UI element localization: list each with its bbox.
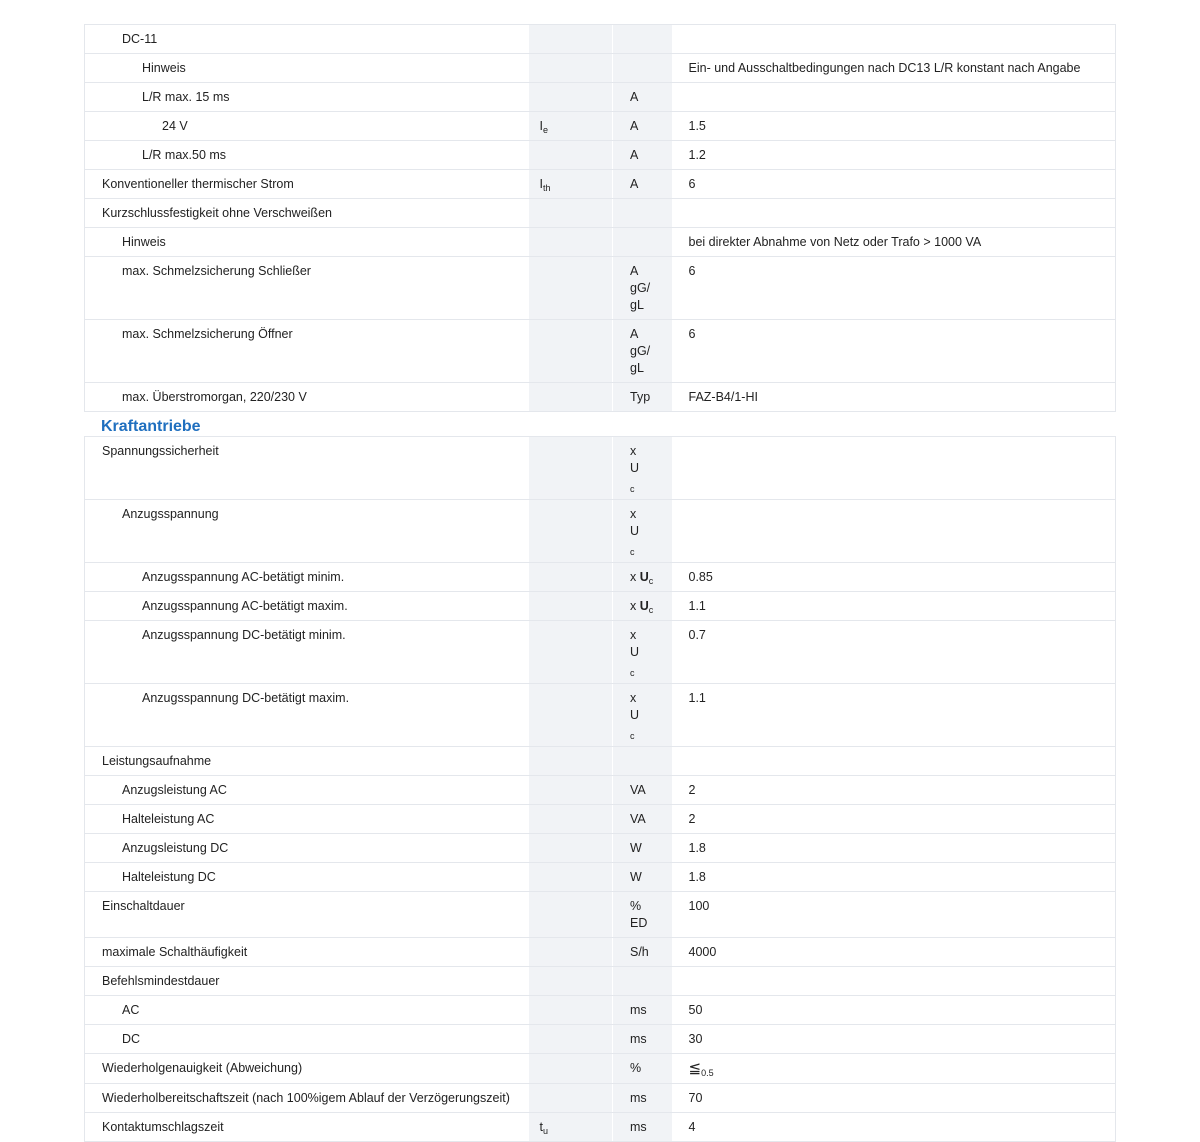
unit-text: ms	[630, 1003, 647, 1017]
value-cell: 30	[672, 1025, 1116, 1054]
symbol-cell	[529, 320, 613, 383]
unit-text: ED	[630, 916, 648, 930]
param-label: AC	[85, 996, 529, 1025]
unit-cell	[613, 170, 672, 199]
unit-cell	[613, 621, 672, 684]
unit-cell	[613, 112, 672, 141]
unit-text: A	[630, 264, 639, 278]
symbol-cell	[529, 747, 613, 776]
param-label: max. Schmelzsicherung Öffner	[85, 320, 529, 383]
value-cell: 6	[672, 320, 1116, 383]
symbol-cell	[529, 967, 613, 996]
value-cell: FAZ-B4/1-HI	[672, 383, 1116, 412]
unit-text: S/h	[630, 945, 649, 959]
symbol-cell	[529, 834, 613, 863]
symbol-cell	[529, 805, 613, 834]
unit-text: x $U_c$	[630, 570, 654, 586]
unit-text: %	[630, 899, 642, 913]
symbol-cell	[529, 1054, 613, 1084]
table-row	[85, 500, 1116, 563]
table-row	[85, 1084, 1116, 1113]
symbol-cell	[529, 83, 613, 112]
param-label: Hinweis	[85, 54, 529, 83]
unit-cell	[613, 684, 672, 747]
symbol-cell	[529, 863, 613, 892]
value-cell: 6	[672, 170, 1116, 199]
param-label: Halteleistung DC	[85, 863, 529, 892]
unit-text: A	[630, 90, 639, 104]
unit-text: x $U_c$	[630, 599, 654, 615]
param-label: Kontaktumschlagszeit	[85, 1113, 529, 1142]
symbol-cell	[529, 141, 613, 170]
table-row	[85, 563, 1116, 592]
param-label: Anzugsspannung AC-betätigt minim.	[85, 563, 529, 592]
table-row	[85, 938, 1116, 967]
unit-cell	[613, 320, 672, 383]
unit-cell	[613, 592, 672, 621]
symbol-cell	[529, 996, 613, 1025]
unit-cell	[613, 199, 672, 228]
param-label: Hinweis	[85, 228, 529, 257]
param-label: DC	[85, 1025, 529, 1054]
unit-text: A	[630, 327, 639, 341]
unit-text: x U $_c$	[630, 691, 640, 741]
unit-cell	[613, 1084, 672, 1113]
symbol-cell	[529, 383, 613, 412]
param-label: maximale Schalthäufigkeit	[85, 938, 529, 967]
table-row	[85, 621, 1116, 684]
param-label: Anzugsspannung DC-betätigt minim.	[85, 621, 529, 684]
param-label: Konventioneller thermischer Strom	[85, 170, 529, 199]
param-label: Anzugsspannung AC-betätigt maxim.	[85, 592, 529, 621]
unit-cell	[613, 863, 672, 892]
table-row	[85, 805, 1116, 834]
value-cell: 1.1	[672, 592, 1116, 621]
unit-text: gG/	[630, 344, 651, 358]
symbol-cell	[529, 592, 613, 621]
unit-text: W	[630, 870, 642, 884]
unit-text: ms	[630, 1120, 647, 1134]
unit-text: A	[630, 177, 639, 191]
table-row	[85, 1025, 1116, 1054]
value-cell: 70	[672, 1084, 1116, 1113]
value-cell	[672, 25, 1116, 54]
param-label: Spannungssicherheit	[85, 437, 529, 500]
table-row	[85, 1113, 1116, 1142]
value-cell	[672, 500, 1116, 563]
symbol-cell	[529, 437, 613, 500]
unit-text: Typ	[630, 390, 651, 404]
unit-cell	[613, 437, 672, 500]
table-row	[85, 834, 1116, 863]
unit-text: x U $_c$	[630, 507, 640, 557]
unit-text: %	[630, 1061, 642, 1075]
symbol-cell	[529, 54, 613, 83]
unit-text: A	[630, 148, 639, 162]
symbol-cell	[529, 938, 613, 967]
table-row	[85, 967, 1116, 996]
table-row	[85, 228, 1116, 257]
unit-cell	[613, 747, 672, 776]
value-cell	[672, 967, 1116, 996]
unit-cell	[613, 383, 672, 412]
unit-cell	[613, 834, 672, 863]
value-cell	[672, 437, 1116, 500]
table-row	[85, 257, 1116, 320]
symbol-cell	[529, 684, 613, 747]
param-label: L/R max.50 ms	[85, 141, 529, 170]
unit-cell	[613, 54, 672, 83]
section-title: Kraftantriebe	[101, 418, 201, 435]
symbol-cell	[529, 228, 613, 257]
value-cell: 1.5	[672, 112, 1116, 141]
param-label: L/R max. 15 ms	[85, 83, 529, 112]
param-label: Wiederholbereitschaftszeit (nach 100%igem Ablauf der Verzögerungszeit)	[85, 1084, 529, 1113]
table-row	[85, 383, 1116, 412]
table-row	[85, 199, 1116, 228]
param-label: Einschaltdauer	[85, 892, 529, 938]
table-row	[85, 437, 1116, 500]
table-row	[85, 141, 1116, 170]
symbol-cell	[529, 257, 613, 320]
value-cell: 50	[672, 996, 1116, 1025]
unit-text: x U $_c$	[630, 444, 640, 494]
table-row	[85, 747, 1116, 776]
table-row	[85, 684, 1116, 747]
param-label: Halteleistung AC	[85, 805, 529, 834]
table-row	[85, 863, 1116, 892]
spec-table-contacts	[84, 24, 1116, 412]
symbol-cell	[529, 199, 613, 228]
unit-cell	[613, 228, 672, 257]
value-cell: 0.85	[672, 563, 1116, 592]
unit-text: x U $_c$	[630, 628, 640, 678]
param-label: 24 V	[85, 112, 529, 141]
value-cell: $≦_{0.5}$	[672, 1054, 1116, 1084]
param-label: DC-11	[85, 25, 529, 54]
table-row	[85, 170, 1116, 199]
unit-text: VA	[630, 783, 646, 797]
table-row	[85, 320, 1116, 383]
value-cell: 2	[672, 776, 1116, 805]
table-row	[85, 776, 1116, 805]
param-label: Wiederholgenauigkeit (Abweichung)	[85, 1054, 529, 1084]
table-row	[85, 996, 1116, 1025]
unit-cell	[613, 1025, 672, 1054]
unit-text: gG/	[630, 281, 651, 295]
value-cell: 100	[672, 892, 1116, 938]
param-label: max. Schmelzsicherung Schließer	[85, 257, 529, 320]
unit-cell	[613, 257, 672, 320]
table-row	[85, 25, 1116, 54]
unit-text: W	[630, 841, 642, 855]
symbol-cell: $t_u$	[529, 1113, 613, 1142]
table-row	[85, 112, 1116, 141]
param-label: Anzugsleistung DC	[85, 834, 529, 863]
symbol-cell	[529, 892, 613, 938]
value-cell: 4000	[672, 938, 1116, 967]
param-label: Befehlsmindestdauer	[85, 967, 529, 996]
unit-cell	[613, 25, 672, 54]
symbol-cell	[529, 1025, 613, 1054]
value-cell: 1.1	[672, 684, 1116, 747]
spec-sheet	[84, 24, 1115, 1142]
unit-cell	[613, 938, 672, 967]
value-cell: bei direkter Abnahme von Netz oder Trafo > 1000 VA	[672, 228, 1116, 257]
value-cell: 1.2	[672, 141, 1116, 170]
param-label: Kurzschlussfestigkeit ohne Verschweißen	[85, 199, 529, 228]
unit-cell	[613, 805, 672, 834]
unit-cell	[613, 1113, 672, 1142]
unit-text: A	[630, 119, 639, 133]
param-label: Anzugsspannung DC-betätigt maxim.	[85, 684, 529, 747]
value-cell	[672, 83, 1116, 112]
symbol-cell: $I_{th}$	[529, 170, 613, 199]
table-row	[85, 54, 1116, 83]
unit-cell	[613, 967, 672, 996]
table-row	[85, 892, 1116, 938]
symbol-cell	[529, 563, 613, 592]
spec-table-actuators	[84, 436, 1116, 1142]
unit-text: ms	[630, 1091, 647, 1105]
less-equal-icon: ≦	[688, 1060, 702, 1077]
unit-cell	[613, 776, 672, 805]
unit-cell	[613, 83, 672, 112]
value-cell: 2	[672, 805, 1116, 834]
unit-text: gL	[630, 298, 644, 312]
unit-cell	[613, 563, 672, 592]
param-label: Leistungsaufnahme	[85, 747, 529, 776]
value-cell: Ein- und Ausschaltbedingungen nach DC13 L/R konstant nach Angabe	[672, 54, 1116, 83]
value-cell: 6	[672, 257, 1116, 320]
unit-text: VA	[630, 812, 646, 826]
table-row	[85, 592, 1116, 621]
value-cell: 1.8	[672, 834, 1116, 863]
unit-cell	[613, 1054, 672, 1084]
value-cell: 0.7	[672, 621, 1116, 684]
unit-cell	[613, 996, 672, 1025]
value-cell	[672, 747, 1116, 776]
value-cell: 4	[672, 1113, 1116, 1142]
symbol-cell	[529, 621, 613, 684]
unit-text: gL	[630, 361, 644, 375]
table-row	[85, 1054, 1116, 1084]
unit-text: ms	[630, 1032, 647, 1046]
value-cell	[672, 199, 1116, 228]
symbol-cell	[529, 1084, 613, 1113]
symbol-cell	[529, 776, 613, 805]
param-label: max. Überstromorgan, 220/230 V	[85, 383, 529, 412]
unit-cell	[613, 892, 672, 938]
unit-cell	[613, 141, 672, 170]
param-label: Anzugsleistung AC	[85, 776, 529, 805]
symbol-cell	[529, 500, 613, 563]
value-cell: 1.8	[672, 863, 1116, 892]
param-label: Anzugsspannung	[85, 500, 529, 563]
symbol-cell	[529, 25, 613, 54]
table-row	[85, 83, 1116, 112]
symbol-cell: $I_e$	[529, 112, 613, 141]
unit-cell	[613, 500, 672, 563]
